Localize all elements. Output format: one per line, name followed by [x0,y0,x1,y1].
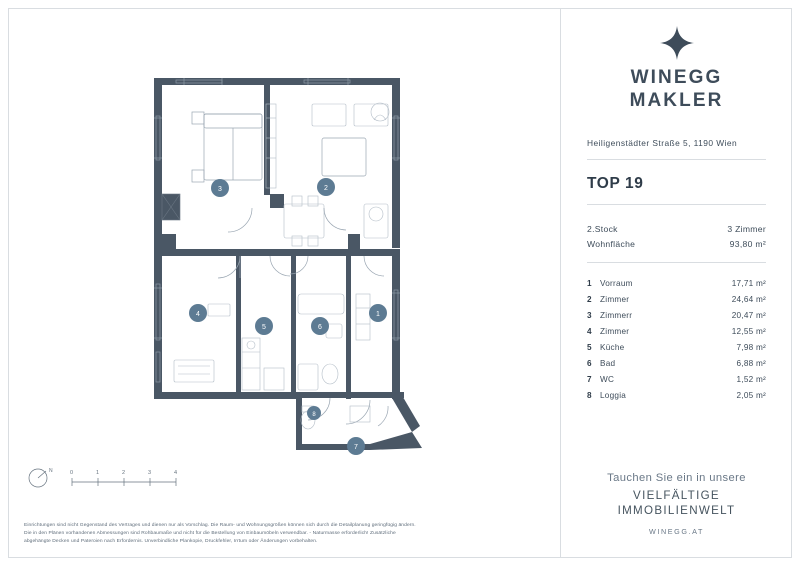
room-name: Zimmer [600,326,630,336]
list-item [587,276,766,292]
room-number: 7 [587,374,592,384]
room-area: 17,71 m² [731,278,766,288]
room-name: Bad [600,358,616,368]
room-number: 5 [587,342,592,352]
room-number: 2 [587,294,592,304]
svg-text:1: 1 [376,311,380,318]
room-name: Vorraum [600,278,633,288]
svg-text:2: 2 [324,185,328,192]
meta-row-area [587,237,766,251]
furniture-kitchen-5 [242,338,284,390]
room-name: Zimmerr [600,310,633,320]
room-number: 6 [587,358,592,368]
room-marker-7 [347,437,365,455]
room-name: WC [600,374,615,384]
room-marker-6 [311,317,329,335]
scale-bar-svg [24,462,194,496]
room-area: 24,64 m² [731,294,766,304]
list-item [587,292,766,308]
rooms-count-label: 3 Zimmer [727,224,766,235]
property-meta [587,222,766,250]
list-item [587,356,766,372]
scale-bar [24,462,194,496]
list-item [587,308,766,324]
promo-line-2 [587,489,766,519]
furniture-room-1 [356,294,370,340]
brand-wordmark [587,66,766,112]
room-area: 12,55 m² [731,326,766,336]
promo-line-2a: VIELFÄLTIGE [633,489,720,503]
area-label: Wohnfläche [587,238,636,249]
room-marker-8 [307,406,321,420]
room-name: Zimmer [600,294,630,304]
list-item [587,340,766,356]
room-area: 1,52 m² [736,374,766,384]
scale-tick-1: 1 [96,470,100,476]
meta-row-floor [587,222,766,236]
disclaimer-line-1: Einrichtungen sind nicht Gegenstand des Vertrages und dienen nur als Vorschlag. Die Raum- und Wohnungsgrößen können sich durch die Detailplanung geringfügig ändern. [24,523,416,529]
furniture-bedroom-3 [192,104,276,188]
svg-text:7: 7 [354,444,358,451]
scale-tick-4: 4 [174,470,178,476]
room-name: Küche [600,342,625,352]
svg-text:6: 6 [318,324,322,331]
page-title: TOP 19 [587,175,644,193]
room-marker-2 [317,178,335,196]
promo-line-1: Tauchen Sie ein in unsere [607,472,746,485]
room-area: 20,47 m² [731,310,766,320]
svg-text:8: 8 [312,412,316,418]
scale-tick-0: 0 [70,470,74,476]
room-number: 1 [587,278,592,288]
wall-detail-lines [154,78,400,382]
furniture-bath-6 [298,294,344,390]
floorplan-drawing [8,8,560,558]
room-name: Loggia [600,390,627,400]
list-item [587,372,766,388]
scale-tick-2: 2 [122,470,126,476]
divider-1 [587,159,766,160]
four-point-star-icon [660,26,694,60]
list-item [587,324,766,340]
furniture-living-2 [284,103,389,246]
room-area: 2,05 m² [736,390,766,400]
room-number: 3 [587,310,592,320]
north-label: N [49,468,53,474]
divider-2 [587,204,766,205]
disclaimer-text [24,522,544,546]
room-number: 4 [587,326,592,336]
brand-line-1: WINEGG [630,67,723,88]
room-marker-3 [211,179,229,197]
room-area: 6,88 m² [736,358,766,368]
room-number: 8 [587,390,592,400]
svg-text:3: 3 [218,186,222,193]
brand-logo [587,8,766,112]
scale-tick-3: 3 [148,470,152,476]
list-item [587,388,766,404]
info-panel [560,8,792,558]
promo-line-2b: IMMOBILIENWELT [617,504,736,518]
promo-footer [587,472,766,536]
room-marker-4 [189,304,207,322]
divider-3 [587,262,766,263]
room-marker-1 [369,304,387,322]
area-value: 93,80 m² [729,238,766,249]
room-marker-5 [255,317,273,335]
disclaimer-line-3: abgehängte Decken und Pateroien nach Erfordernis. Unverbindliche Plankopie, Druckfehler, Irrtum oder Änderungen vorbehalten. [24,539,318,545]
room-markers [189,178,387,455]
room-area: 7,98 m² [736,342,766,352]
brand-line-2: MAKLER [629,90,724,112]
room-list [587,276,766,404]
disclaimer-line-2: Die in den Plänen vorhandenen Abmessungen sind Rohbaumaße und nicht für die Bestellung von Einbaumöbeln verwendbar. - Naturmasse erforderlich! Zusätzliche [24,531,396,537]
property-address: Heiligenstädter Straße 5, 1190 Wien [587,138,738,149]
floor-label: 2.Stock [587,224,618,235]
svg-text:5: 5 [262,324,266,331]
promo-website[interactable]: WINEGG.AT [649,527,704,536]
svg-text:4: 4 [196,311,200,318]
walls [154,78,422,450]
